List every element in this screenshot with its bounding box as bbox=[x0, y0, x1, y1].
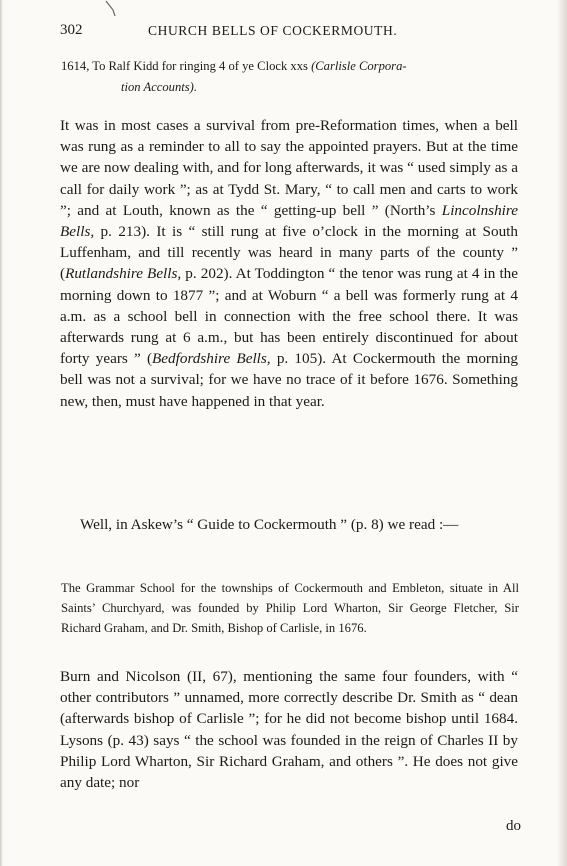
footnote-entry bbox=[61, 56, 519, 98]
running-title: CHURCH BELLS OF COCKERMOUTH. bbox=[148, 23, 398, 38]
paragraph-1 bbox=[60, 115, 518, 412]
running-head bbox=[60, 22, 518, 44]
ink-stroke-mark bbox=[104, 0, 118, 18]
paragraph-1-text-a: It was in most cases a survival from pre-Reformation times, when a bell was rung as a reminder to all to say the appointed prayers. But at the time we are now dealing with, and for long afterwards, it was “ used simply as a call for daily work ”; as at Tydd St. Mary, “ to call men and carts to work ”; and at Louth, known as the “ getting-up bell ” (North’s bbox=[60, 117, 518, 219]
citation-rutlandshire-bells: Rutlandshire Bells, bbox=[65, 265, 182, 283]
catchword: do bbox=[506, 818, 521, 834]
paragraph-3-text: Burn and Nicolson (II, 67), mentioning the same four founders, with “ other contributors ” unnamed, more correctly describe Dr. Smith as “ dean (afterwards bishop of Carlisle ”; for he did not become bishop until 1684. Lysons (p. 43) says “ the school was founded in the reign of Charles II by Philip Lord Wharton, Sir Richard Graham, and others ”. He does not give any date; nor bbox=[60, 668, 518, 792]
note-source-continued: tion Accounts). bbox=[121, 80, 198, 94]
paragraph-3 bbox=[60, 666, 518, 793]
paragraph-1-text-d: p. 105). At Cockermouth the morning bell was not a survival; for we have no trace of it before 1676. Something new, then, must have happened in that year. bbox=[60, 350, 518, 410]
note-source: (Carlisle Corpora- bbox=[311, 59, 407, 73]
citation-bedfordshire-bells: Bedfordshire Bells, bbox=[152, 350, 271, 368]
paragraph-2-text: Well, in Askew’s “ Guide to Cockermouth ” (p. 8) we read :— bbox=[80, 516, 459, 533]
paragraph-2 bbox=[60, 514, 518, 535]
page-number: 302 bbox=[60, 22, 83, 38]
page-left-shadow bbox=[0, 0, 3, 866]
paragraph-1-text-c: p. 202). At Toddington “ the tenor was rung at 4 in the morning down to 1877 ”; and at Woburn “ a bell was formerly rung at 4 a.m. as a school bell in connection with the free school there. It was afterwards rung at 6 a.m., but has been entirely discontinued for about forty years ” ( bbox=[60, 265, 518, 368]
block-quotation: The Grammar School for the townships of Cockermouth and Embleton, situate in All Saints’ Churchyard, was founded by Philip Lord Wharton, Sir George Fletcher, Sir Richard Graham, and Dr. Smith, Bishop of Carlisle, in 1676. bbox=[61, 581, 519, 635]
note-text: To Ralf Kidd for ringing 4 of ye Clock xxs bbox=[92, 59, 308, 73]
note-year: 1614, bbox=[61, 59, 90, 73]
paragraph-1-text-b: p. 213). It is “ still rung at five o’clock in the morning at South Luffenham, and till recently was heard in many parts of the county ” ( bbox=[60, 223, 518, 283]
page-right-shadow bbox=[557, 0, 567, 866]
citation-lincolnshire-bells: Lincolnshire Bells, bbox=[60, 201, 518, 241]
